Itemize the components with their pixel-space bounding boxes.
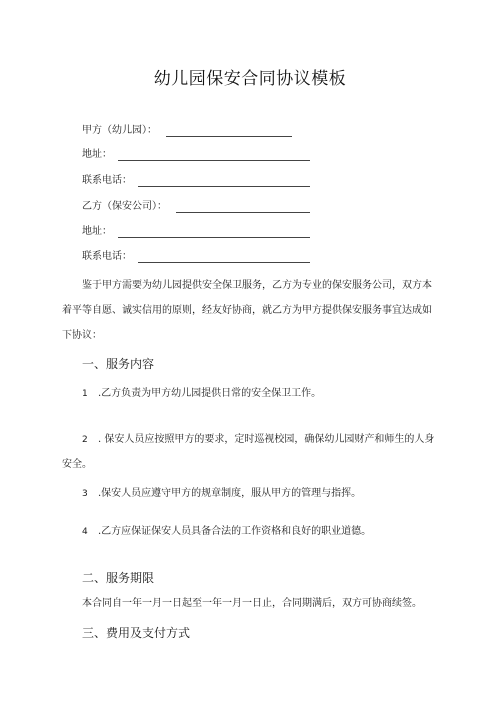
- item-1-number: 1: [82, 389, 88, 399]
- party-a-address-blank[interactable]: [118, 160, 310, 161]
- party-a-label: 甲方（幼儿园）：: [82, 125, 157, 136]
- party-a-field: [82, 124, 157, 138]
- party-b-phone-field: [82, 250, 132, 264]
- section-2-text: 本合同自一年一月一日起至一年一月一日止，合同期满后，双方可协商续签。: [82, 598, 422, 609]
- party-a-blank[interactable]: [166, 136, 292, 137]
- party-b-address-label: 地址：: [82, 226, 112, 237]
- intro-line-1: 鉴于甲方需要为幼儿园提供安全保卫服务，乙方为专业的保安服务公司，双方本: [82, 280, 432, 291]
- party-a-phone-label: 联系电话：: [82, 175, 132, 186]
- intro-line-3: 下协议：: [62, 330, 102, 341]
- item-2-text-line-1: . 保安人员应按照甲方的要求，定时巡视校园，确保幼儿园财产和师生的人身: [98, 434, 435, 445]
- item-3-number: 3: [82, 489, 88, 499]
- party-b-address-field: [82, 225, 112, 239]
- section-1-item-3: [82, 483, 361, 505]
- section-3-heading: 三、费用及支付方式: [82, 626, 191, 640]
- party-a-address-field: [82, 148, 112, 162]
- party-b-label: 乙方（保安公司）：: [82, 201, 167, 212]
- party-b-phone-blank[interactable]: [138, 262, 310, 263]
- party-a-phone-blank[interactable]: [138, 186, 310, 187]
- intro-line-2: 着平等自愿、诚实信用的原则，经友好协商，就乙方为甲方提供保安服务事宜达成如: [62, 305, 432, 316]
- item-4-number: 4: [82, 527, 88, 537]
- party-b-blank[interactable]: [176, 212, 310, 213]
- section-2-heading: 二、服务期限: [82, 571, 155, 585]
- party-b-phone-label: 联系电话：: [82, 251, 132, 262]
- item-1-text: .乙方负责为甲方幼儿园提供日常的安全保卫工作。: [98, 388, 322, 399]
- section-1-item-4: [82, 521, 371, 543]
- section-1-item-1: [82, 383, 321, 405]
- item-2-number: 2: [82, 435, 88, 445]
- party-a-phone-field: [82, 174, 132, 188]
- item-3-text: .保安人员应遵守甲方的规章制度，服从甲方的管理与指挥。: [98, 488, 362, 499]
- section-1-heading: 一、服务内容: [82, 357, 155, 371]
- party-a-address-label: 地址：: [82, 149, 112, 160]
- section-1-item-2: [82, 429, 434, 451]
- party-b-field: [82, 200, 167, 214]
- document-title: 幼儿园保安合同协议模板: [153, 69, 347, 89]
- section-1-item-2-continued: 安全。: [62, 459, 92, 470]
- party-b-address-blank[interactable]: [118, 237, 310, 238]
- item-4-text: .乙方应保证保安人员具备合法的工作资格和良好的职业道德。: [98, 526, 372, 537]
